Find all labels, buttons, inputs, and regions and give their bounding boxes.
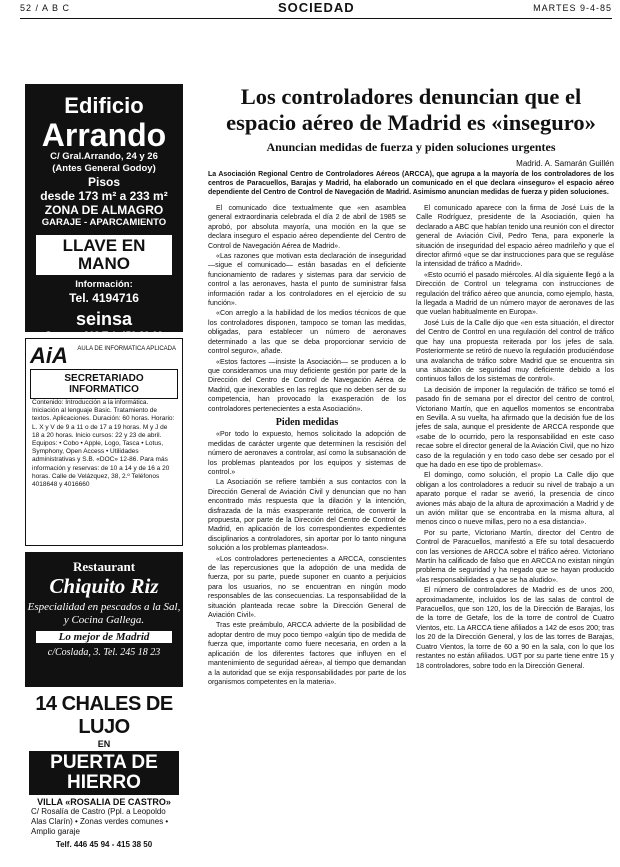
paragraph: El comunicado dice textualmente que «en asamblea general extraordinaria celebrada el día 2 de abril de 1985 se aprobó, por absoluta mayoría, una moción en la que se declara inseguro el espacio aéreo dependiente del Centro de Control de Navegación Aérea de Madrid». [208,204,406,250]
ad-chales [25,693,183,853]
ad-arrando-llave: LLAVE EN MANO [36,235,172,275]
chales-location: PUERTA DE HIERRO [29,751,179,795]
section-title: SOCIEDAD [278,0,355,15]
ad-arrando-title: Edificio [64,93,144,118]
ad-arrando-info: Información: [75,279,133,290]
article-byline: Madrid. A. Samarán Guillén [516,159,614,168]
paragraph: «Estos factores —insiste la Asociación— se producen a lo que consideramos una muy deficiente gestión por parte de la Dirección del Centro de Control de Navegación Aérea de Madrid, que inexorables en las reglas que no deben ser de su competencia, han provocado la exasperación de los controladores pertenecientes a esta Asociación». [208,357,406,413]
chiquito-slogan: Lo mejor de Madrid [36,631,172,643]
ad-arrando-former-name: (Antes General Godoy) [52,163,156,174]
ad-arrando-garage: GARAJE - APARCAMIENTO [41,217,167,228]
chiquito-specialty: Especialidad en pescados a la Sal, y Cocina Gallega. [27,601,181,626]
article [208,84,614,686]
paragraph: La decisión de imponer la regulación de tráfico se tomó el pasado fin de semana por el director del centro de control, Victoriano Martín, que en aquellos momentos se encontraba en Sevilla. A su vuelta, ha afirmado que la decisión fue de los jefes de sala, aunque el presidente de ARCCA responde que «sabe de lo ocurrido, pero la responsabilidad en este caso recae sobre el director general de la Aviación Civil, que no hizo caso de la regulación y en todo caso debe ser cesado por el que ha dado en ese tipo de problemas». [416,385,614,469]
chiquito-name: Chiquito Riz [49,574,159,598]
ad-arrando-name: Arrando [41,117,167,153]
article-column-1 [208,204,406,688]
paragraph: «Con arreglo a la habilidad de los medios técnicos de que los controladores disponen, tampoco se toman las medidas, obligadas, para establecer un número de aeronaves determinado a las que se deba proporcionar servicio de control seguro», añade. [208,309,406,356]
aia-tagline: AULA DE INFORMATICA APLICADA [77,346,176,352]
ad-arrando-zone: ZONA DE ALMAGRO [44,203,164,217]
paragraph: El comunicado aparece con la firma de José Luis de la Calle Rodríguez, presidente de la Asociación, quien ha declarado a ABC que habían tenido una reunión con el director general de Aviación Civil, Pedro Tena, para exponerle la situación de inseguridad del espacio aéreo madrileño y que el director afirmó «que se dar instrucciones para que se reguláse la intensidad de tráfico a Madrid». [416,204,614,269]
article-column-2 [416,204,614,672]
paragraph: «Las razones que motivan esta declaración de inseguridad —sigue el comunicado— están basadas en el deficiente funcionamiento de radares y sistemas para dar servicio de control a las aeronaves, hasta el punto de suministrar falsa información radar a los controladores en el ejercicio de su función». [208,252,406,308]
ad-aia [25,338,183,546]
page-header [20,0,612,19]
chales-villa: VILLA «ROSALIA DE CASTRO» [37,797,171,807]
paragraph: «Esto ocurrió el pasado miércoles. Al día siguiente llegó a la Dirección de Control un telegrama con instrucciones de regulación del tráfico aéreo que anuncia, como ejemplo, hasta, la llegada a Madrid de un número mayor de aeronaves de las que vuelan habitualmente en Europa». [416,270,614,317]
issue-date: MARTES 9-4-85 [533,3,612,13]
aia-logo: AiA [30,343,68,368]
ads-column [25,84,183,859]
aia-body: Contenido: Introducción a la informática. Iniciación al lenguaje Basic. Tratamiento de textos. Aplicaciones. Duración: 60 horas. Horario: L. X y V de 9 a 11 o de 17 a 19 horas. M y J de 18 a 20 horas. Inicio cursos: 22 y 23 de abril. Equipos: • Cobo • Apple, Logo, Tasca • Lotus, Symphony, Open Access • Utilidades administrativas y S.B. «DOC» 12-86. Para más información y reservas: de 10 a 14 y de 16 a 20 horas. Calle de Velázquez, 38, 2.º Teléfonos 4018648 y 4016660 [32,399,175,489]
ad-chiquito-riz [25,552,183,687]
paragraph: «Por todo lo expuesto, hemos solicitado la adopción de medidas de carácter urgente que determinen la rescisión del número de aeronaves a controlar, así como la subsanación de los problemas planteados por los equipos y sistemas de control.» [208,430,406,476]
paragraph: Tras este preámbulo, ARCCA advierte de la posibilidad de adoptar dentro de muy poco tiempo «algún tipo de medida de fuerza que, importante como fuere necesaria, en orden a la aplicación de los diferentes factores que influyen en el mantenimiento de seguridad aérea», al tiempo que demandan a la autoridad que se exija responsabilidades por parte de los organismos competentes en la materia». [208,621,406,686]
chales-phone: Telf. 446 45 94 - 415 38 50 [55,840,153,849]
ad-arrando-address: C/ Gral.Arrando, 24 y 26 [50,151,158,162]
chiquito-address: c/Coslada, 3. Tel. 245 18 23 [47,647,161,658]
paragraph: El domingo, como solución, el propio La Calle dijo que obligan a los controladores a reducir su nivel de trabajo a un aparato porque el radar se averió, la presencia de cinco aviones más abajo de la altura de aproximación a Madrid y de un avión militar que se encontraba en la misma altura, al menos cinco o nueve millas, pero no a esa distancia». [416,471,614,527]
paragraph: La Asociación se refiere también a sus contactos con la Dirección General de Aviación Civil y denuncian que no han encontrado más respuesta que la dilación y la intención, disfrazada de la más exasperante retórica, de convertir la propuesta, por parte de la Dirección del Centro de Control de Madrid, en aplicación de los correspondientes expedientes disciplinarios a controladores, sin aportar por lo tanto ninguna solución a los problemas planteados». [208,478,406,553]
chales-title: 14 CHALES DE LUJO [35,693,173,738]
chiquito-label: Restaurant [72,559,136,574]
paragraph: José Luis de la Calle dijo que «en esta situación, el director del Centro de Control en una regulación del control de tráfico que hay una propuesta reiterada por los jefes de sala. Posteriormente se retiró de nuevo la regulación produciéndose una avalancha de tráfico sobre Madrid que se encuentra sin una situación de seguridad muy deficiente debido a los continuos fallos de los sistemas de control». [416,318,614,384]
ad-arrando-size: desde 173 m² a 233 m² [40,189,168,203]
intertitle: Piden medidas [275,416,339,428]
chales-details: C/ Rosalía de Castro (Ppl. a Leopoldo Alas Clarín) • Zonas verdes comunes • Amplio garaje [31,807,169,836]
article-lead: La Asociación Regional Centro de Controladores Aéreos (ARCCA), que agrupa a la mayoría de los controladores de los centros de Paracuellos, Barajas y Madrid, ha elaborado un comunicado en el que declara «inseguro» el espacio aéreo dependiente del Centro de Control de Navegación de Madrid. Asimismo anuncian medidas de fuerza y piden soluciones. [208,171,614,196]
paragraph: «Los controladores pertenecientes a ARCCA, conscientes de las repercusiones que la adopción de una medida de fuerza, por su parte, puede suponer en cuanto a perjuicios para los usuarios, no se encuentran en ningún modo responsables de las consecuencias. La responsabilidad de la situación planteada recae sobre la Dirección General de Aviación Civil». [208,554,406,620]
ad-arrando-office: Serrano,213 Tel. 459 39 00 [45,330,163,341]
article-headline: Los controladores denuncian que el espacio aéreo de Madrid es «inseguro» [226,84,596,135]
ad-arrando-phone: Tel. 4194716 [69,291,139,305]
aia-title: SECRETARIADO INFORMATICO [30,369,178,399]
ad-arrando-pisos: Pisos [87,175,120,189]
page-number: 52 / A B C [20,3,71,13]
chales-en: EN [97,739,111,749]
article-subhead: Anuncian medidas de fuerza y piden soluciones urgentes [266,140,556,154]
ad-arrando-brand: seinsa [75,309,133,329]
ad-edificio-arrando [25,84,183,341]
paragraph: El número de controladores de Madrid es de unos 200, aproximadamente, incluidos los de las salas de control de Paracuellos, que son 120, los de la Dirección de Barajas, los de la torre de Getafe, los de la torre de control de Cuatro Vientos, etc. La ARCCA tiene afiliados a 142 de esos 200; tras los 20 de la Dirección General, y los de las torres de Barajas, Cuatro Vientos, la torre de 60 a 90 en la sala, con lo que los restantes no están afiliados. UGT por su parte tiene entre 15 y 18 controladores, sobre todo en la Dirección General. [416,586,614,670]
paragraph: Por su parte, Victoriano Martín, director del Centro de Control de Paracuellos, manifestó a Efe su total desacuerdo con las versiones de ARCCA sobre el tráfico aéreo. Victoriano Martín ha calificado de falso que en ARCCA no existan ningún problema de seguridad y ha negado que se hayan producido «las responsabilidades a que se ha aludido». [416,528,614,584]
